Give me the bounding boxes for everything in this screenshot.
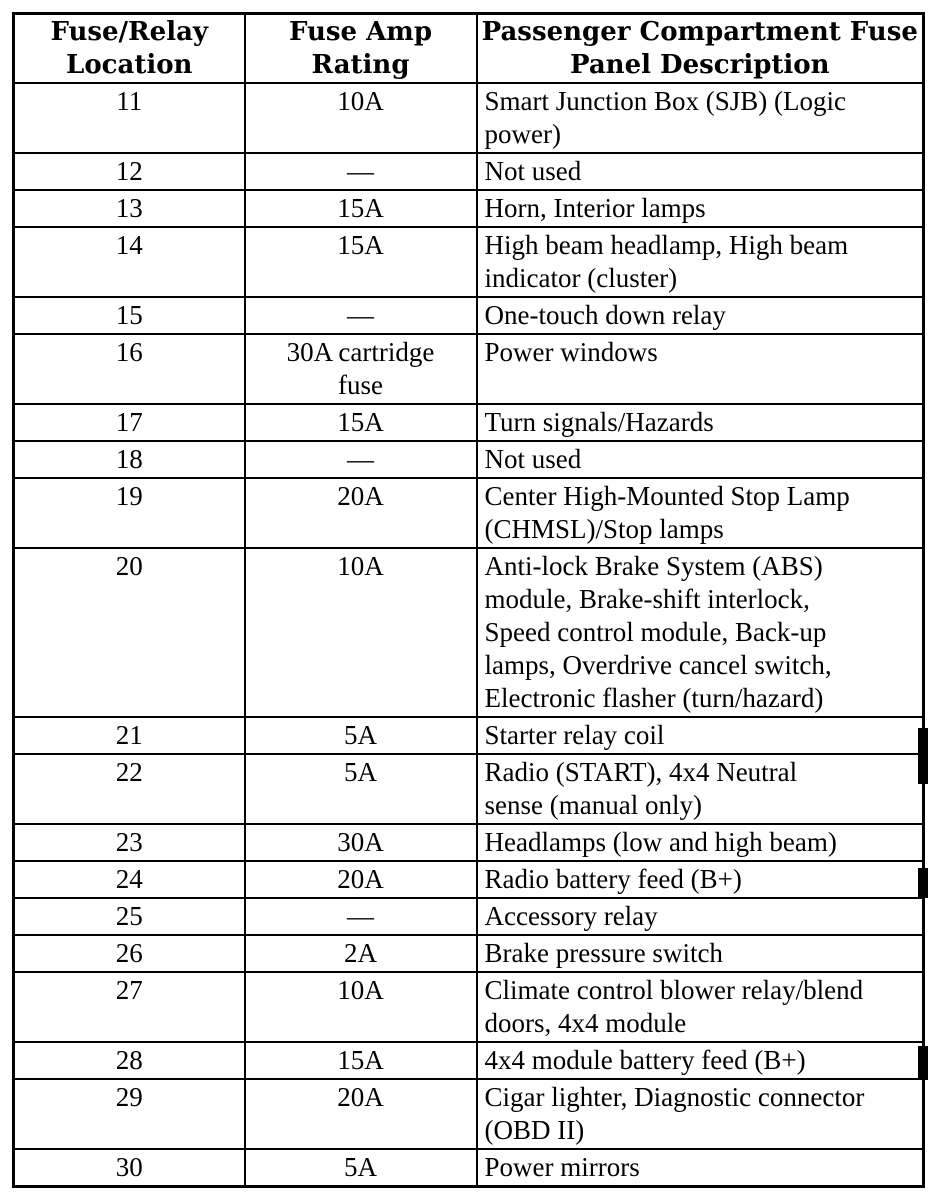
header-location xyxy=(14,14,245,84)
cell-location: 24 xyxy=(14,861,245,898)
cell-location: 12 xyxy=(14,153,245,190)
amp-line: 5A xyxy=(344,720,377,750)
cell-description xyxy=(477,1149,924,1187)
amp-line: — xyxy=(347,444,374,474)
cell-description xyxy=(477,861,924,898)
amp-line: fuse xyxy=(338,370,383,400)
table-row xyxy=(14,334,924,404)
cell-location: 20 xyxy=(14,548,245,717)
cell-description xyxy=(477,717,924,754)
cell-amp-rating xyxy=(245,83,477,153)
table-row xyxy=(14,824,924,861)
table-row xyxy=(14,478,924,548)
cell-location: 15 xyxy=(14,297,245,334)
cell-amp-rating xyxy=(245,441,477,478)
table-row xyxy=(14,1042,924,1079)
cell-description xyxy=(477,548,924,717)
cell-amp-rating xyxy=(245,1042,477,1079)
cell-amp-rating xyxy=(245,334,477,404)
cell-description xyxy=(477,972,924,1042)
description-line: Accessory relay xyxy=(484,901,658,931)
table-row xyxy=(14,548,924,717)
description-line: Turn signals/Hazards xyxy=(484,407,714,437)
description-line: One-touch down relay xyxy=(484,300,726,330)
description-line: indicator (cluster) xyxy=(484,263,678,293)
description-line: Smart Junction Box (SJB) (Logic xyxy=(484,86,846,116)
amp-line: 15A xyxy=(337,1045,384,1075)
amp-line: — xyxy=(347,156,374,186)
cell-amp-rating xyxy=(245,404,477,441)
cell-location: 22 xyxy=(14,754,245,824)
edge-mark xyxy=(918,868,928,898)
table-row xyxy=(14,754,924,824)
amp-line: 20A xyxy=(337,1082,384,1112)
description-line: power) xyxy=(484,119,561,149)
cell-location: 23 xyxy=(14,824,245,861)
cell-location: 30 xyxy=(14,1149,245,1187)
table-row xyxy=(14,1149,924,1187)
amp-line: 5A xyxy=(344,757,377,787)
cell-location: 27 xyxy=(14,972,245,1042)
description-line: (CHMSL)/Stop lamps xyxy=(484,514,724,544)
description-line: Power mirrors xyxy=(484,1152,640,1182)
cell-location: 21 xyxy=(14,717,245,754)
cell-amp-rating xyxy=(245,153,477,190)
cell-description xyxy=(477,334,924,404)
header-amp-rating xyxy=(245,14,477,84)
cell-amp-rating xyxy=(245,861,477,898)
cell-location: 29 xyxy=(14,1079,245,1149)
table-row xyxy=(14,972,924,1042)
description-line: Starter relay coil xyxy=(484,720,665,750)
fuse-table xyxy=(12,12,925,1188)
description-line: (OBD II) xyxy=(484,1115,585,1145)
amp-line: 15A xyxy=(337,193,384,223)
description-line: Cigar lighter, Diagnostic connector xyxy=(484,1082,865,1112)
table-row xyxy=(14,861,924,898)
cell-amp-rating xyxy=(245,717,477,754)
amp-line: 10A xyxy=(337,975,384,1005)
cell-amp-rating xyxy=(245,190,477,227)
cell-location: 11 xyxy=(14,83,245,153)
description-line: Speed control module, Back-up xyxy=(484,617,827,647)
table-row xyxy=(14,227,924,297)
cell-location: 25 xyxy=(14,898,245,935)
header-amp-line: Fuse Amp xyxy=(289,17,432,47)
table-header xyxy=(14,14,924,84)
cell-description xyxy=(477,754,924,824)
cell-amp-rating xyxy=(245,754,477,824)
cell-description xyxy=(477,935,924,972)
cell-description xyxy=(477,404,924,441)
edge-mark xyxy=(918,728,928,784)
cell-amp-rating xyxy=(245,824,477,861)
header-description-line: Passenger Compartment Fuse xyxy=(481,17,918,47)
description-line: Climate control blower relay/blend xyxy=(484,975,864,1005)
cell-amp-rating xyxy=(245,297,477,334)
cell-location: 18 xyxy=(14,441,245,478)
cell-description xyxy=(477,441,924,478)
cell-description xyxy=(477,1042,924,1079)
amp-line: 2A xyxy=(344,938,377,968)
header-amp-line: Rating xyxy=(311,50,410,80)
cell-location: 13 xyxy=(14,190,245,227)
table-row xyxy=(14,153,924,190)
cell-description xyxy=(477,83,924,153)
cell-description xyxy=(477,153,924,190)
amp-line: 15A xyxy=(337,230,384,260)
cell-description xyxy=(477,227,924,297)
cell-amp-rating xyxy=(245,478,477,548)
description-line: Anti-lock Brake System (ABS) xyxy=(484,551,823,581)
description-line: Electronic flasher (turn/hazard) xyxy=(484,683,824,713)
cell-amp-rating xyxy=(245,548,477,717)
table-row xyxy=(14,898,924,935)
header-description xyxy=(477,14,924,84)
cell-location: 19 xyxy=(14,478,245,548)
cell-amp-rating xyxy=(245,972,477,1042)
description-line: module, Brake-shift interlock, xyxy=(484,584,810,614)
table-row xyxy=(14,935,924,972)
cell-description xyxy=(477,190,924,227)
amp-line: 20A xyxy=(337,481,384,511)
header-row xyxy=(14,14,924,84)
cell-location: 26 xyxy=(14,935,245,972)
description-line: Horn, Interior lamps xyxy=(484,193,706,223)
cell-amp-rating xyxy=(245,898,477,935)
table-row xyxy=(14,297,924,334)
table-row xyxy=(14,441,924,478)
description-line: Radio (START), 4x4 Neutral xyxy=(484,757,798,787)
amp-line: 30A cartridge xyxy=(286,337,435,367)
amp-line: 15A xyxy=(337,407,384,437)
header-location-line: Fuse/Relay xyxy=(50,17,209,47)
description-line: Not used xyxy=(484,156,582,186)
cell-location: 14 xyxy=(14,227,245,297)
description-line: lamps, Overdrive cancel switch, xyxy=(484,650,832,680)
amp-line: 10A xyxy=(337,86,384,116)
table-row xyxy=(14,1079,924,1149)
cell-amp-rating xyxy=(245,935,477,972)
cell-location: 16 xyxy=(14,334,245,404)
table-row xyxy=(14,404,924,441)
description-line: Brake pressure switch xyxy=(484,938,723,968)
amp-line: — xyxy=(347,300,374,330)
description-line: Headlamps (low and high beam) xyxy=(484,827,837,857)
cell-amp-rating xyxy=(245,1149,477,1187)
description-line: Power windows xyxy=(484,337,658,367)
table-row xyxy=(14,83,924,153)
description-line: 4x4 module battery feed (B+) xyxy=(484,1045,806,1075)
description-line: Center High-Mounted Stop Lamp xyxy=(484,481,850,511)
description-line: High beam headlamp, High beam xyxy=(484,230,849,260)
description-line: Radio battery feed (B+) xyxy=(484,864,742,894)
cell-amp-rating xyxy=(245,227,477,297)
table-row xyxy=(14,190,924,227)
table-body xyxy=(14,83,924,1187)
cell-description xyxy=(477,478,924,548)
amp-line: 30A xyxy=(337,827,384,857)
amp-line: 10A xyxy=(337,551,384,581)
description-line: sense (manual only) xyxy=(484,790,702,820)
edge-mark xyxy=(918,1046,928,1080)
amp-line: 5A xyxy=(344,1152,377,1182)
cell-description xyxy=(477,898,924,935)
cell-description xyxy=(477,824,924,861)
description-line: doors, 4x4 module xyxy=(484,1008,687,1038)
cell-amp-rating xyxy=(245,1079,477,1149)
description-line: Not used xyxy=(484,444,582,474)
header-location-line: Location xyxy=(66,50,193,80)
amp-line: 20A xyxy=(337,864,384,894)
header-description-line: Panel Description xyxy=(569,50,830,80)
cell-location: 28 xyxy=(14,1042,245,1079)
cell-description xyxy=(477,1079,924,1149)
cell-description xyxy=(477,297,924,334)
cell-location: 17 xyxy=(14,404,245,441)
table-row xyxy=(14,717,924,754)
amp-line: — xyxy=(347,901,374,931)
